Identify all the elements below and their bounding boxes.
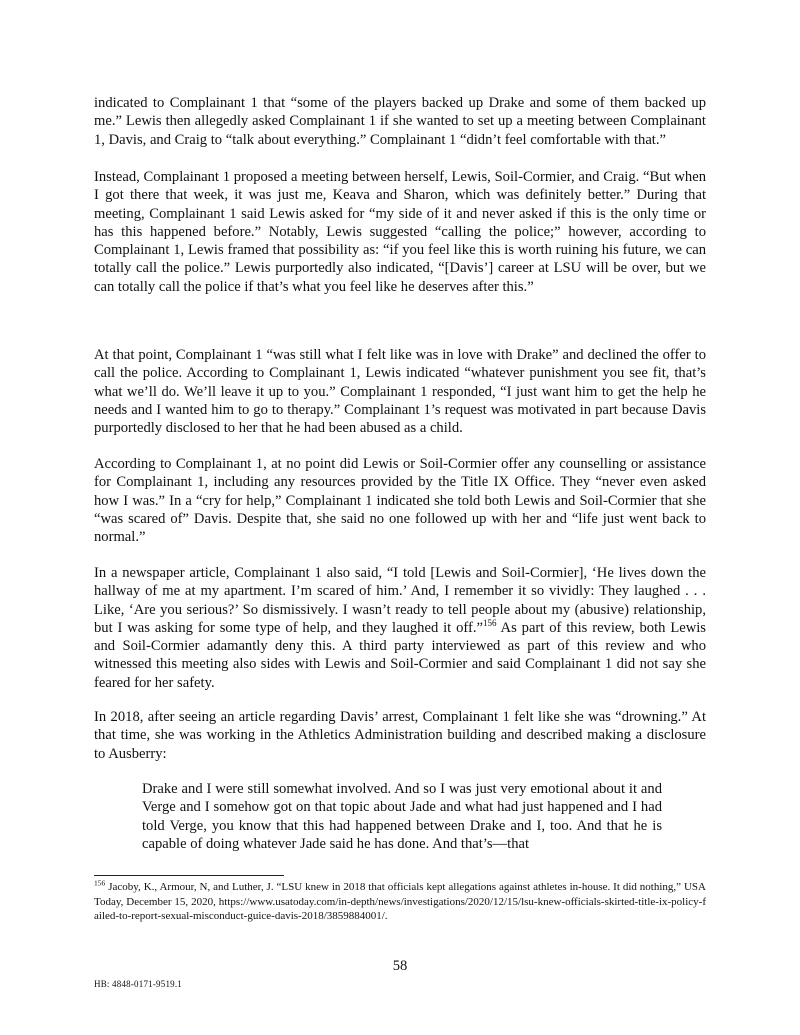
footnote-text: Jacoby, K., Armour, N, and Luther, J. “LSU knew in 2018 that officials kept allegations against athletes in-house. It did nothing,” USA Today, December 15, 2020, https://www.usatoday.com/in-depth/news/investigations/2020/12/15/lsu-knew-officials-skirted-title-ix-policy-failed-to-report-sexual-misconduct-guice-davis-2018/3859884001/.: [94, 881, 706, 922]
paragraph-4: According to Complainant 1, at no point did Lewis or Soil-Cormier offer any counselling or assistance for Complainant 1, including any resources provided by the Title IX Office. They “never even asked how I was.” In a “cry for help,” Complainant 1 indicated she told both Lewis and Soil-Cormier that she “was scared of” Davis. Despite that, she said no one followed up with her and “life just went back to normal.”: [94, 456, 706, 546]
paragraph-5-quote-text: In a newspaper article, Complainant 1 also said, “I told [Lewis and Soil-Cormier], ‘He lives down the hallway of me at my apartment. I’m scared of him.’ And, I remember it so vividly: They laughed . . . Like, ‘Are you serious?’ So dismissively. I wasn’t ready to tell people about my (abusive) relationship, but I was asking for some type of help, and they laughed it off.”: [94, 565, 706, 636]
footnote: [94, 880, 706, 924]
paragraph-6: In 2018, after seeing an article regarding Davis’ arrest, Complainant 1 felt like she was “drowning.” At that time, she was working in the Athletics Administration building and described making a disclosure to Ausberry:: [94, 709, 706, 762]
footnote-reference: 156: [482, 618, 497, 629]
paragraph-2: Instead, Complainant 1 proposed a meeting between herself, Lewis, Soil-Cormier, and Craig. “But when I got there that week, it was just me, Keava and Sharon, which was definitely better.” During that meeting, Complainant 1 said Lewis asked for “my side of it and never asked if this is the only time or has this happened before.” Notably, Lewis suggested “calling the police;” however, according to Complainant 1, Lewis framed that possibility as: “if you feel like this is worth ruining his future, we can totally call the police.” Lewis purportedly also indicated, “[Davis’] career at LSU will be over, but we can totally call the police if that’s what you feel like he deserves after this.”: [94, 169, 706, 295]
paragraph-3: At that point, Complainant 1 “was still what I felt like was in love with Drake” and declined the offer to call the police. According to Complainant 1, Lewis indicated “whatever punishment you see fit, that’s what we’ll do. We’ll leave it up to you.” Complainant 1 responded, “I just want him to get the help he needs and I wanted him to go to therapy.” Complainant 1’s request was motivated in part because Davis purportedly disclosed to her that he had been abused as a child.: [94, 347, 706, 437]
document-id: HB: 4848-0171-9519.1: [94, 979, 182, 989]
footnote-separator: [94, 875, 284, 876]
paragraph-5: [94, 564, 706, 692]
page-number: 58: [392, 958, 408, 974]
paragraph-1: indicated to Complainant 1 that “some of the players backed up Drake and some of them backed up me.” Lewis then allegedly asked Complainant 1 if she wanted to set up a meeting between Complainant 1, Davis, and Craig to “talk about everything.” Complainant 1 “didn’t feel comfortable with that.”: [94, 95, 706, 148]
footnote-marker: 156: [94, 878, 106, 888]
paragraph-5-rest: As part of this review, both Lewis and Soil-Cormier adamantly deny this. A third party interviewed as part of this review and who witnessed this meeting also sides with Lewis and Soil-Cormier and said Complainant 1 did not say she feared for her safety.: [94, 619, 706, 691]
block-quote: Drake and I were still somewhat involved. And so I was just very emotional about it and Verge and I somehow got on that topic about Jade and what had just happened and I had told Verge, you know that this had happened between Drake and I, too. And that he is capable of doing whatever Jade said he has done. And that’s—that: [142, 781, 662, 852]
